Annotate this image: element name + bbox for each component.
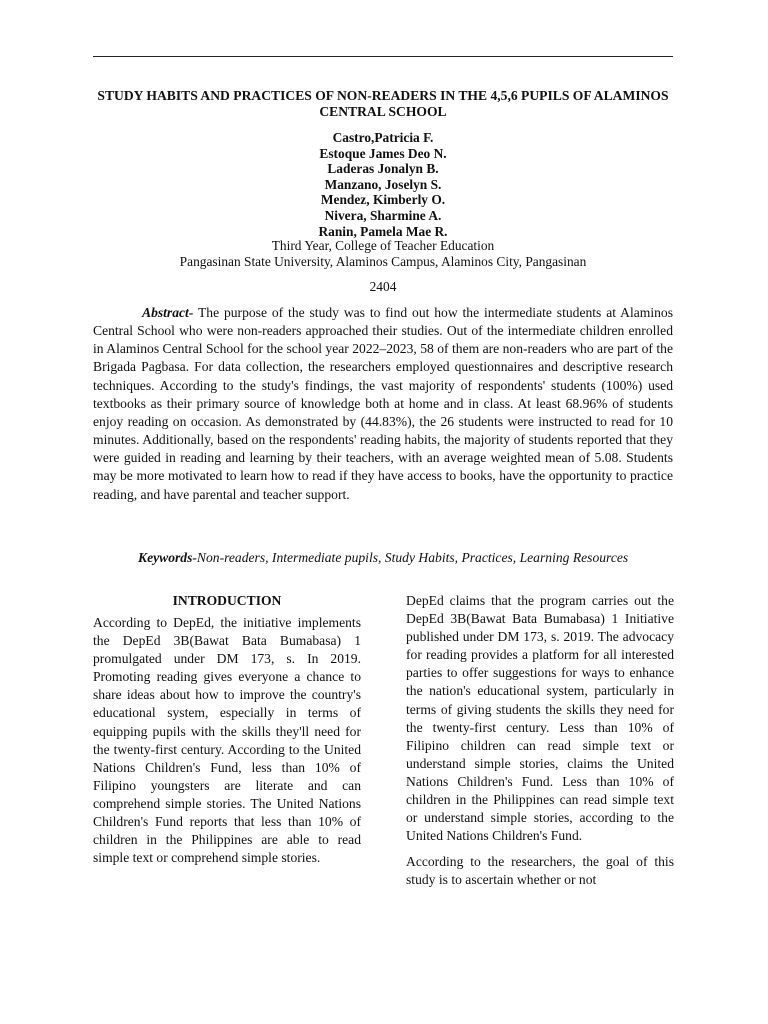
abstract-text: The purpose of the study was to find out how the intermediate students at Alaminos Central School who were non-readers approached their studies. Out of the intermediate children enrolled in Alaminos Central School for the school year 2022–2023, 58 of them are non-readers who are part of the Brigada Pagbasa. For data collection, the researchers employed questionnaires and descriptive research techniques. According to the study's findings, the vast majority of respondents' students (100%) used textbooks as their primary source of knowledge both at home and in class. At least 68.96% of students enjoy reading on occasion. As demonstrated by (44.83%), the 26 students were instructed to read for 10 minutes. Additionally, based on the respondents' reading habits, the majority of students reported that they were guided in reading and learning by their teachers, with an average weighted mean of 5.08. Students may be more motivated to learn how to read if they have access to books, have the opportunity to practice reading, and have parental and teacher support. (93, 305, 673, 502)
author-name: Mendez, Kimberly O. (320, 192, 446, 208)
author-name: Manzano, Joselyn S. (324, 176, 442, 192)
keywords-text: Non-readers, Intermediate pupils, Study Habits, Practices, Learning Resources (196, 550, 629, 565)
author-name: Laderas Jonalyn B. (327, 161, 439, 177)
abstract-label: Abstract- (142, 305, 194, 320)
postal-code: 2404 (369, 279, 397, 294)
author-name: Nivera, Sharmine A. (324, 207, 442, 223)
affiliation-department: Third Year, College of Teacher Education (271, 238, 495, 253)
author-list (93, 130, 673, 239)
body-paragraph: According to DepEd, the initiative implements the DepEd 3B(Bawat Bata Bumabasa) 1 promulgated under DM 173, s. In 2019. Promoting reading gives everyone a chance to share ideas about how to improve the country's educational system, especially in terms of equipping pupils with the skills they'll need for the twenty-first century. According to the United Nations Children's Fund, less than 10% of Filipino youngsters are literate and can comprehend simple stories. The United Nations Children's Fund reports that less than 10% of children in the Philippines are able to read simple text or comprehend simple stories. (93, 615, 361, 866)
left-column (93, 592, 361, 867)
author-name: Ranin, Pamela Mae R. (318, 223, 448, 239)
keywords-label: Keywords- (138, 550, 197, 565)
right-column (406, 592, 674, 890)
affiliation-institution: Pangasinan State University, Alaminos Campus, Alaminos City, Pangasinan (179, 254, 587, 269)
paper-title: STUDY HABITS AND PRACTICES OF NON-READERS IN THE 4,5,6 PUPILS OF ALAMINOS CENTRAL SCHOOL (97, 88, 669, 119)
section-heading-introduction: INTRODUCTION (172, 593, 282, 608)
author-name: Castro,Patricia F. (332, 130, 434, 145)
body-paragraph: DepEd claims that the program carries out the DepEd 3B(Bawat Bata Bumabasa) 1 Initiative published under DM 173, s. 2019. The advocacy for reading provides a platform for all interested parties to offer suggestions for ways to enhance the nation's educational system, particularly in terms of giving students the skills they need for the twenty-first century. Less than 10% of Filipino children can read simple text or understand simple stories, claims the United Nations Children's Fund. Less than 10% of children in the Philippines can read simple text or understand simple stories, according to the United Nations Children's Fund. (406, 593, 674, 844)
body-paragraph: According to the researchers, the goal of this study is to ascertain whether or not (406, 854, 674, 888)
keywords-paragraph (93, 549, 673, 567)
abstract-paragraph (93, 304, 673, 504)
header-rule (93, 56, 673, 57)
author-name: Estoque James Deo N. (319, 145, 447, 161)
